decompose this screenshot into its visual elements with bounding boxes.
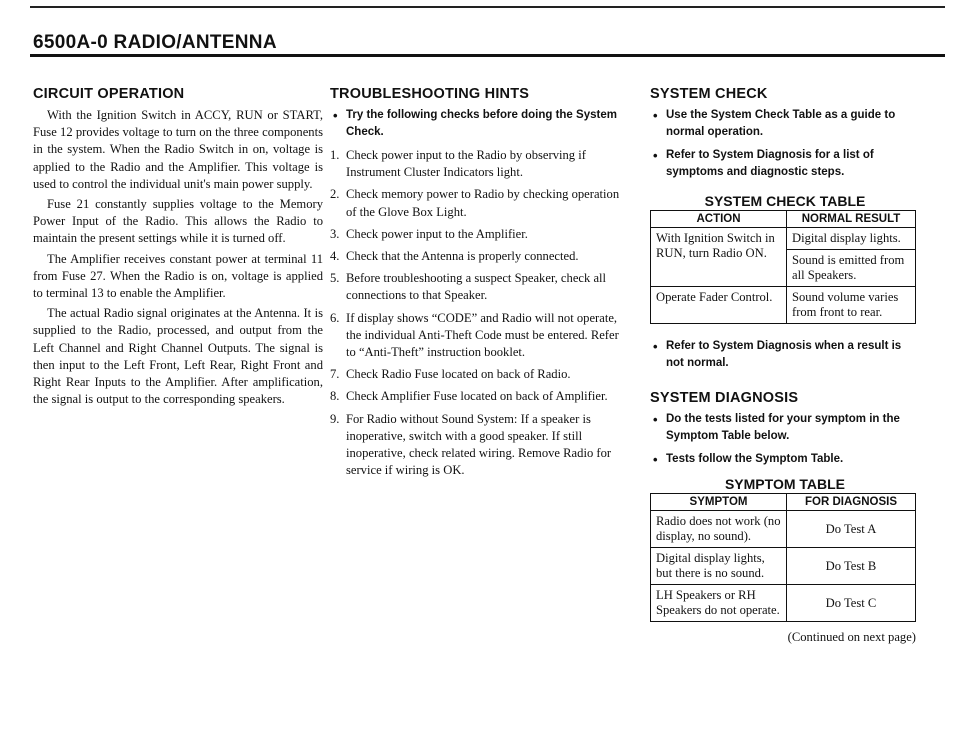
step-number: 1.: [330, 148, 340, 162]
system-diagnosis-bullet: • Tests follow the Symptom Table.: [650, 451, 920, 468]
symptom-cell: Digital display lights, but there is no sound.: [651, 548, 787, 585]
step-item: [330, 270, 622, 304]
page-header: 6500A-0 RADIO/ANTENNA: [33, 32, 277, 53]
table-row: [651, 548, 916, 585]
system-section: [650, 86, 920, 645]
step-number: 6.: [330, 310, 340, 325]
table-header-row: [651, 211, 916, 228]
step-item: [330, 366, 622, 383]
symptom-cell: Radio does not work (no display, no sound).: [651, 511, 787, 548]
system-check-after-note-list: [650, 338, 920, 372]
circuit-paragraph: Fuse 21 constantly supplies voltage to the Memory Power Input of the Radio. This allows the Radio to maintain the present settings while it is turned off.: [33, 197, 323, 246]
system-check-bullets: [650, 107, 920, 181]
step-text: For Radio without Sound System: If a speaker is inoperative, switch with a good speaker. If still inoperative, check related wiring. Remove Radio for service if wiring is OK.: [346, 411, 612, 478]
circuit-paragraph: With the Ignition Switch in ACCY, RUN or START, Fuse 12 provides voltage to turn on the three components in the system. When the Radio Switch in on, voltage is applied to the Radio and the Amplifier. This voltage is used to control the individual unit's main power supply.: [33, 108, 323, 191]
action-cell: With Ignition Switch in RUN, turn Radio ON.: [651, 228, 787, 287]
top-rule: [30, 6, 945, 8]
column-header-normal-result: NORMAL RESULT: [787, 211, 916, 228]
result-line: Sound is emitted from all Speakers.: [792, 253, 905, 282]
action-cell: Operate Fader Control.: [651, 287, 787, 324]
circuit-paragraph: The actual Radio signal originates at the Antenna. It is supplied to the Radio, processed, and output from the Left Channel and Right Channel Outputs. The signal is then input to the Left Front, Left Rear, Right Front and Right Rear Inputs to the Amplifier. After amplification, the signal is output to the corresponding speakers.: [33, 306, 323, 407]
system-check-table-title: SYSTEM CHECK TABLE: [704, 193, 866, 209]
step-text: Check power input to the Radio by observing if Instrument Cluster Indicators light.: [346, 148, 586, 180]
troubleshooting-note: • Try the following checks before doing the System Check.: [330, 107, 622, 141]
header-rule: [30, 54, 945, 57]
result-cell: Sound volume varies from front to rear.: [787, 287, 916, 324]
step-number: 8.: [330, 389, 340, 404]
column-header-symptom: SYMPTOM: [651, 494, 787, 511]
step-text: Check power input to the Amplifier.: [346, 226, 528, 241]
step-number: 5.: [330, 271, 340, 286]
result-line: Digital display lights.: [787, 228, 915, 250]
step-text: If display shows “CODE” and Radio will not operate, the individual Anti-Theft Code must be entered. Refer to “Anti-Theft” instruction booklet.: [346, 310, 619, 360]
circuit-operation-section: [33, 86, 323, 411]
table-header-row: [651, 494, 916, 511]
table-row: [651, 287, 916, 324]
symptom-table-title: SYMPTOM TABLE: [724, 476, 846, 492]
table-row: [651, 585, 916, 622]
system-diagnosis-bullets: [650, 411, 920, 468]
step-number: 7.: [330, 367, 340, 382]
step-number: 4.: [330, 249, 340, 264]
system-diagnosis-bullet: • Do the tests listed for your symptom in the Symptom Table below.: [650, 411, 920, 445]
step-item: [330, 248, 622, 265]
diagnosis-cell: Do Test B: [787, 548, 916, 585]
column-header-for-diagnosis: FOR DIAGNOSIS: [787, 494, 916, 511]
troubleshooting-heading: TROUBLESHOOTING HINTS: [330, 86, 530, 102]
system-check-bullet: • Refer to System Diagnosis for a list of symptoms and diagnostic steps.: [650, 147, 920, 181]
step-item: [330, 388, 622, 405]
system-check-table: [650, 210, 916, 324]
step-text: Check that the Antenna is properly connected.: [346, 249, 579, 264]
step-text: Check memory power to Radio by checking operation of the Glove Box Light.: [346, 187, 620, 219]
diagnosis-cell: Do Test A: [787, 511, 916, 548]
step-item: [330, 147, 622, 181]
symptom-table: [650, 493, 916, 622]
step-number: 2.: [330, 187, 340, 202]
troubleshooting-section: [330, 86, 622, 484]
step-text: Check Amplifier Fuse located on back of Amplifier.: [346, 389, 608, 404]
system-check-after-note: • Refer to System Diagnosis when a result is not normal.: [650, 338, 920, 372]
troubleshooting-steps: [330, 147, 622, 479]
table-row: [651, 228, 916, 287]
result-cell: [787, 228, 916, 287]
step-item: [330, 411, 622, 480]
table-row: [651, 511, 916, 548]
continued-note: (Continued on next page): [787, 630, 916, 644]
column-header-action: ACTION: [651, 211, 787, 228]
diagnosis-cell: Do Test C: [787, 585, 916, 622]
troubleshooting-note-list: [330, 107, 622, 141]
symptom-cell: LH Speakers or RH Speakers do not operate.: [651, 585, 787, 622]
step-item: [330, 186, 622, 220]
system-check-heading: SYSTEM CHECK: [650, 86, 768, 102]
circuit-paragraph: The Amplifier receives constant power at terminal 11 from Fuse 27. When the Radio is on, voltage is applied to terminal 13 to enable the Amplifier.: [33, 251, 323, 301]
step-item: [330, 310, 622, 362]
step-text: Before troubleshooting a suspect Speaker, check all connections to that Speaker.: [346, 271, 607, 303]
step-number: 9.: [330, 411, 340, 426]
step-item: [330, 226, 622, 243]
circuit-operation-heading: CIRCUIT OPERATION: [33, 86, 185, 102]
system-diagnosis-heading: SYSTEM DIAGNOSIS: [650, 390, 799, 406]
step-text: Check Radio Fuse located on back of Radio.: [346, 367, 571, 382]
system-check-bullet: • Use the System Check Table as a guide to normal operation.: [650, 107, 920, 141]
step-number: 3.: [330, 226, 340, 241]
